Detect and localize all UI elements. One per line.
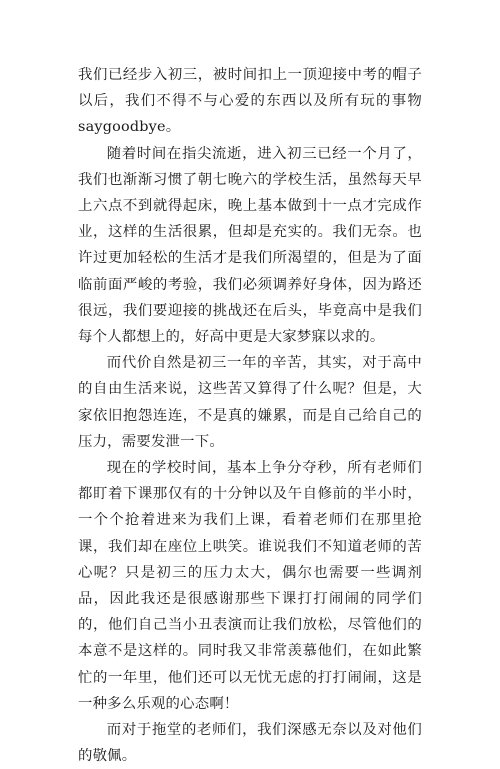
paragraph-4: 现在的学校时间，基本上争分夺秒，所有老师们都盯着下课那仅有的十分钟以及午自修前的半小时，一个个抢着进来为我们上课，看着老师们在那里抢课，我们却在座位上哄笑。谁说我们不知道老师的苦心呢？只是初三的压力太大，偶尔也需要一些调剂品，因此我还是很感谢那些下课打打闹闹的同学们的，他们自己当小丑表演而让我们放松，尽管他们的本意不是这样的。同时我又非常羡慕他们，在如此繁忙的一年里，他们还可以无忧无虑的打打闹闹，这是一种多么乐观的心态啊！	[78, 460, 422, 712]
paragraph-5: 而对于拖堂的老师们，我们深感无奈以及对他们的敬佩。	[78, 722, 422, 765]
article-body	[78, 62, 422, 769]
paragraph-2: 随着时间在指尖流逝，进入初三已经一个月了，我们也渐渐习惯了朝七晚六的学校生活，虽然每天早上六点不到就得起床，晚上基本做到十一点才完成作业，这样的生活很累，但却是充实的。我们无奈。也许过更加轻松的生活才是我们所渴望的，但是为了面临前面严峻的考验，我们必须调养好身体，因为路还很远，我们要迎接的挑战还在后头，毕竟高中是我们每个人都想上的，好高中更是大家梦寐以求的。	[78, 145, 422, 346]
paragraph-1: 我们已经步入初三，被时间扣上一顶迎接中考的帽子以后，我们不得不与心爱的东西以及所有玩的事物 saygoodbye。	[78, 67, 422, 136]
paragraph-3: 而代价自然是初三一年的辛苦，其实，对于高中的自由生活来说，这些苦又算得了什么呢？但是，大家依旧抱怨连连，不是真的嫌累，而是自己给自己的压力，需要发泄一下。	[78, 355, 422, 450]
